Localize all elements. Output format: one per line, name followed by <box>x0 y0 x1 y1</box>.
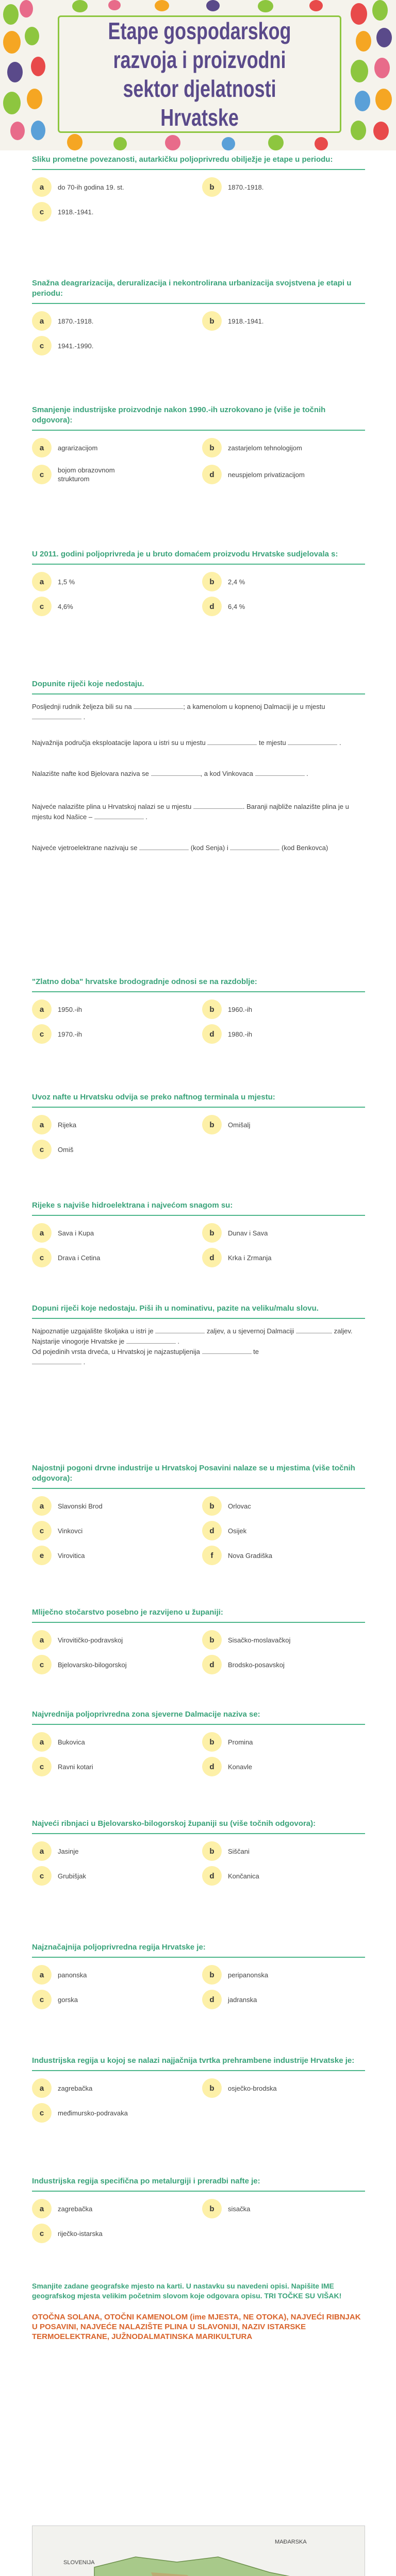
blank-input[interactable] <box>230 843 279 850</box>
option-b[interactable]: b 1870.-1918. <box>202 177 263 197</box>
blank-input[interactable] <box>202 1347 252 1354</box>
option-b[interactable]: b sisačka <box>202 2199 250 2218</box>
option-a[interactable]: a zagrebačka <box>32 2199 92 2218</box>
option-b[interactable]: b zastarjelom tehnologijom <box>202 438 302 457</box>
question-text: Najvrednija poljoprivredna zona sjeverne Dalmacije naziva se: <box>32 1710 260 1719</box>
question-3 <box>32 405 365 495</box>
option-c[interactable]: c Bjelovarsko-bilogorskoj <box>32 1655 127 1674</box>
question-1 <box>32 155 365 227</box>
blank-input[interactable] <box>139 843 189 850</box>
blank-input[interactable] <box>155 1326 205 1333</box>
option-d[interactable]: d 1980.-ih <box>202 1024 252 1044</box>
map-label: MAĐARSKA <box>275 2539 307 2545</box>
blank-input[interactable] <box>32 712 81 719</box>
blank-input[interactable] <box>255 769 305 776</box>
option-c[interactable]: c Grubišjak <box>32 1866 86 1886</box>
blank-input[interactable] <box>126 1336 176 1344</box>
option-a[interactable]: a 1950.-ih <box>32 999 82 1019</box>
option-c[interactable]: c 1941.-1990. <box>32 336 93 355</box>
option-a[interactable]: a Bukovica <box>32 1732 85 1752</box>
option-letter: a <box>32 177 52 197</box>
question-text: Industrijska regija specifična po metalurgiji i preradbi nafte je: <box>32 2177 260 2185</box>
question-6 <box>32 977 365 1049</box>
option-d[interactable]: d Konavle <box>202 1757 252 1776</box>
question-text: Najostnji pogoni drvne industrije u Hrvatskoj Posavini nalaze se u mjestima (više točnih odgovora): <box>32 1464 355 1483</box>
option-b[interactable]: b peripanonska <box>202 1965 268 1985</box>
option-d[interactable]: d 6,4 % <box>202 597 245 616</box>
question-text: Najveći ribnjaci u Bjelovarsko-bilogorskoj županiji su (više točnih odgovora): <box>32 1819 316 1828</box>
option-a[interactable]: a do 70-ih godina 19. st. <box>32 177 124 197</box>
map-instruction: Smanjite zadane geografske mjesto na karti. U nastavku su navedeni opisi. Napišite IME geografskog mjesta velikim početnim slovom koje odgovara opisu. TRI TOČKE SU VIŠAK! <box>32 2282 342 2300</box>
option-c[interactable]: c 1970.-ih <box>32 1024 82 1044</box>
option-c[interactable]: c Ravni kotari <box>32 1757 93 1776</box>
question-9: Dopuni riječi koje nedostaju. Piši ih u nominativu, pazite na veliku/malu slovu. Najpoznatije uzgajalište školjaka u istri je zaljev, a u sjevernoj Dalmaciji zaljev. Najstarije vinogorje Hrvatske je . Od pojedinih vrsta drveća, u Hrvatskoj je najzastupljenija te . <box>32 1303 365 1367</box>
option-a[interactable]: a Sava i Kupa <box>32 1223 94 1243</box>
question-7 <box>32 1092 365 1164</box>
page-title: Etape gospodarskog razvoja i proizvodni sektor djelatnosti Hrvatske <box>108 18 291 131</box>
option-b[interactable]: b Orlovac <box>202 1496 251 1516</box>
option-letter: b <box>202 177 222 197</box>
option-b[interactable]: b 2,4 % <box>202 572 245 591</box>
option-f[interactable]: f Nova Gradiška <box>202 1546 272 1565</box>
question-10 <box>32 1463 365 1568</box>
question-13 <box>32 1819 365 1891</box>
option-letter: c <box>32 202 52 222</box>
option-c[interactable]: c 4,6% <box>32 597 73 616</box>
question-text: Mliječno stočarstvo posebno je razvijeno u županiji: <box>32 1608 223 1617</box>
question-text: Rijeke s najviše hidroelektrana i najvećom snagom su: <box>32 1201 233 1210</box>
option-a[interactable]: a agrarizacijom <box>32 438 97 457</box>
option-c[interactable]: c riječko-istarska <box>32 2224 103 2243</box>
question-text: Najznačajnija poljoprivredna regija Hrvatske je: <box>32 1943 206 1952</box>
question-text: Dopunite riječi koje nedostaju. <box>32 680 144 688</box>
question-12 <box>32 1709 365 1782</box>
blank-input[interactable] <box>94 812 144 819</box>
option-c[interactable]: c međimursko-podravaka <box>32 2103 128 2123</box>
option-c[interactable]: c bojom obrazovnom strukturom <box>32 465 187 484</box>
option-b[interactable]: b Dunav i Sava <box>202 1223 268 1243</box>
question-text: U 2011. godini poljoprivreda je u bruto domaćem proizvodu Hrvatske sudjelovala s: <box>32 550 338 558</box>
question-2 <box>32 278 365 361</box>
blank-input[interactable] <box>134 702 183 709</box>
map-word-list: OTOČNA SOLANA, OTOČNI KAMENOLOM (ime MJESTA, NE OTOKA), NAJVEĆI RIBNJAK U POSAVINI, NAJVEĆE NALAZIŠTE PLINA U SLAVONIJI, NAZIV ISTARSKE TERMOELEKTRANE, JUŽNODALMATINSKA MARIKULTURA <box>32 2313 361 2341</box>
header-banner <box>0 0 396 150</box>
option-a[interactable]: a 1,5 % <box>32 572 75 591</box>
option-c[interactable]: c Omiš <box>32 1140 73 1159</box>
question-4 <box>32 549 365 621</box>
option-a[interactable]: a zagrebačka <box>32 2078 92 2098</box>
question-text: Smanjenje industrijske proizvodnje nakon 1990.-ih uzrokovano je (više je točnih odgovora): <box>32 405 326 425</box>
option-c[interactable]: c Drava i Cetina <box>32 1248 100 1267</box>
blank-input[interactable] <box>151 769 201 776</box>
title-frame <box>58 15 341 133</box>
option-a[interactable]: a Slavonski Brod <box>32 1496 103 1516</box>
question-16 <box>32 2176 365 2248</box>
question-8 <box>32 1200 365 1273</box>
question-text: Dopuni riječi koje nedostaju. Piši ih u nominativu, pazite na veliku/malu slovu. <box>32 1304 319 1313</box>
option-a[interactable]: a Virovitičko-podravskoj <box>32 1630 123 1650</box>
option-d[interactable]: d Osijek <box>202 1521 246 1540</box>
question-text: "Zlatno doba" hrvatske brodogradnje odnosi se na razdoblje: <box>32 977 257 986</box>
option-b[interactable]: b Sisačko-moslavačkoj <box>202 1630 290 1650</box>
option-b[interactable]: b Siščani <box>202 1841 250 1861</box>
option-d[interactable]: d neuspjelom privatizacijom <box>202 465 305 484</box>
option-b[interactable]: b 1918.-1941. <box>202 311 263 331</box>
option-b[interactable]: b Promina <box>202 1732 253 1752</box>
option-d[interactable]: d Krka i Zrmanja <box>202 1248 272 1267</box>
option-a[interactable]: a Rijeka <box>32 1115 76 1134</box>
map-image <box>32 2526 365 2576</box>
option-e[interactable]: e Virovitica <box>32 1546 85 1565</box>
question-5: Dopunite riječi koje nedostaju. Posljednji rudnik željeza bili su na ; a kamenolom u kopnenoj Dalmaciji je u mjestu . Najvažnija područja eksploatacije lapora u istri su u mjestu te mjestu . Nalazište nafte kod Bjelovara naziva se , a kod Vinkovaca . Najveće nalazište plina u Hrvatskoj nalazi se u mjestu . Baranji najbliže nalazište plina je u mjestu kod Našice – . Najveće vjetroelektrane nazivaju se (kod Senja) i (kod Benkovca) <box>32 679 365 853</box>
croatia-map[interactable] <box>32 2526 365 2576</box>
question-text: Uvoz nafte u Hrvatsku odvija se preko naftnog terminala u mjestu: <box>32 1093 275 1101</box>
blank-input[interactable] <box>288 738 337 745</box>
option-a[interactable]: a Jasinje <box>32 1841 78 1861</box>
option-a[interactable]: a panonska <box>32 1965 87 1985</box>
question-text: Industrijska regija u kojoj se nalazi najjačnija tvrtka prehrambene industrije Hrvatske je: <box>32 2056 355 2065</box>
option-b[interactable]: b osječko-brodska <box>202 2078 277 2098</box>
blank-input[interactable] <box>207 738 257 745</box>
option-d[interactable]: d Brodsko-posavskoj <box>202 1655 285 1674</box>
map-task <box>32 2281 365 2342</box>
option-b[interactable]: b Omišalj <box>202 1115 250 1134</box>
option-c[interactable]: c Vinkovci <box>32 1521 82 1540</box>
option-d[interactable]: d Končanica <box>202 1866 259 1886</box>
option-c[interactable]: c 1918.-1941. <box>32 202 93 222</box>
option-a[interactable]: a 1870.-1918. <box>32 311 93 331</box>
blank-input[interactable] <box>193 802 243 809</box>
map-label: SLOVENIJA <box>63 2560 95 2566</box>
question-14 <box>32 1942 365 2014</box>
option-d[interactable]: d jadranska <box>202 1990 257 2009</box>
blank-input[interactable] <box>296 1326 332 1333</box>
question-15 <box>32 2056 365 2128</box>
option-c[interactable]: c gorska <box>32 1990 78 2009</box>
question-text: Snažna deagrarizacija, deruralizacija i nekontrolirana urbanizacija svojstvena je etapi u periodu: <box>32 279 352 298</box>
option-b[interactable]: b 1960.-ih <box>202 999 252 1019</box>
blank-input[interactable] <box>32 1357 81 1364</box>
question-11 <box>32 1607 365 1680</box>
question-text: Sliku prometne povezanosti, autarkičku poljoprivredu obilježje je etape u periodu: <box>32 155 333 164</box>
